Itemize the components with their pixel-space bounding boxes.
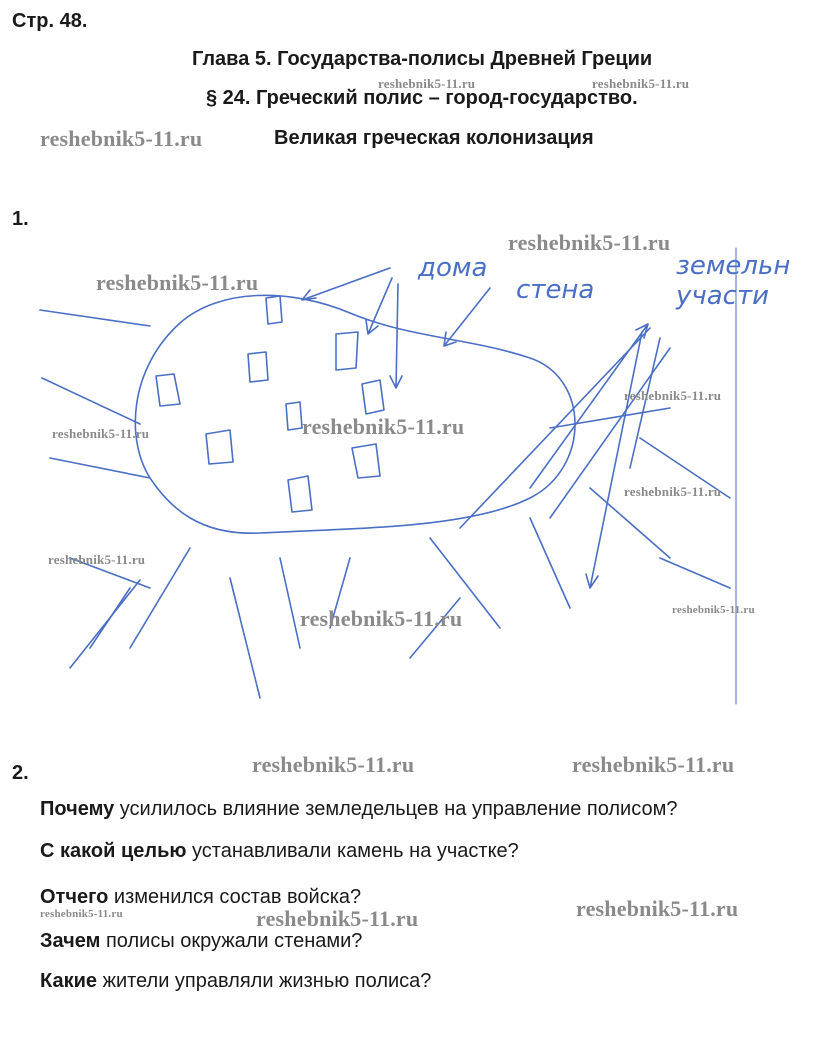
field-line (42, 378, 140, 424)
topic-title: Великая греческая колонизация (274, 127, 594, 149)
field-line (530, 518, 570, 608)
field-line (550, 408, 670, 428)
watermark: reshebnik5-11.ru (96, 270, 259, 295)
question-lead: С какой целью (40, 840, 187, 862)
house-icon (248, 352, 268, 382)
house-icon (336, 332, 358, 370)
watermark: reshebnik5-11.ru (40, 126, 203, 151)
field-line (660, 558, 730, 588)
field-line (70, 580, 140, 668)
question-text: устанавливали камень на участке? (186, 840, 519, 862)
house-icon (266, 296, 282, 324)
watermark: reshebnik5-11.ru (302, 414, 465, 439)
watermark: reshebnik5-11.ru (52, 426, 150, 441)
chapter-title: Глава 5. Государства-полисы Древней Греции (192, 48, 653, 70)
houses-label: дома (418, 253, 488, 283)
watermark: reshebnik5-11.ru (508, 230, 671, 255)
land-label-line-1: земельн (676, 251, 790, 281)
question-2 (40, 840, 519, 863)
arrow (390, 284, 402, 388)
arrow (444, 288, 490, 346)
page-number: Стр. 48. (12, 10, 88, 32)
question-1 (40, 798, 677, 821)
question-lead: Почему (40, 798, 115, 820)
house-icon (352, 444, 380, 478)
watermark: reshebnik5-11.ru (300, 606, 463, 631)
watermark: reshebnik5-11.ru (576, 896, 739, 921)
land-label-line-2: участи (676, 281, 770, 311)
polis-drawing (30, 228, 790, 708)
question-text: полисы окружали стенами? (100, 930, 363, 952)
watermark: reshebnik5-11.ru (252, 752, 415, 777)
watermark: reshebnik5-11.ru (256, 906, 419, 931)
land-arrow (460, 328, 650, 528)
question-4 (40, 930, 362, 953)
house-icon (362, 380, 384, 414)
house-icon (156, 374, 180, 406)
watermark: reshebnik5-11.ru (624, 388, 722, 403)
question-lead: Отчего (40, 886, 109, 908)
wall-label: стена (516, 275, 595, 305)
question-lead: Какие (40, 970, 98, 992)
house-icon (288, 476, 312, 512)
task-1-number: 1. (12, 208, 29, 230)
question-text: жители управляли жизнью полиса? (97, 970, 432, 992)
field-line (40, 310, 150, 326)
watermark: reshebnik5-11.ru (378, 76, 476, 91)
question-text: изменился состав войска? (108, 886, 362, 908)
field-line (230, 578, 260, 698)
question-lead: Зачем (40, 930, 101, 952)
watermark: reshebnik5-11.ru (592, 76, 690, 91)
question-5 (40, 970, 431, 993)
watermark: reshebnik5-11.ru (672, 604, 755, 616)
field-line (50, 458, 150, 478)
watermark: reshebnik5-11.ru (40, 908, 123, 920)
watermark: reshebnik5-11.ru (624, 484, 722, 499)
task-2-number: 2. (12, 762, 29, 784)
watermark: reshebnik5-11.ru (48, 552, 146, 567)
field-line (280, 558, 300, 648)
house-icon (286, 402, 302, 430)
watermark: reshebnik5-11.ru (572, 752, 735, 777)
question-text: усилилось влияние земледельцев на управление полисом? (114, 798, 678, 820)
house-icon (206, 430, 233, 464)
section-title: § 24. Греческий полис – город-государство. (206, 87, 638, 109)
arrow (302, 268, 390, 300)
